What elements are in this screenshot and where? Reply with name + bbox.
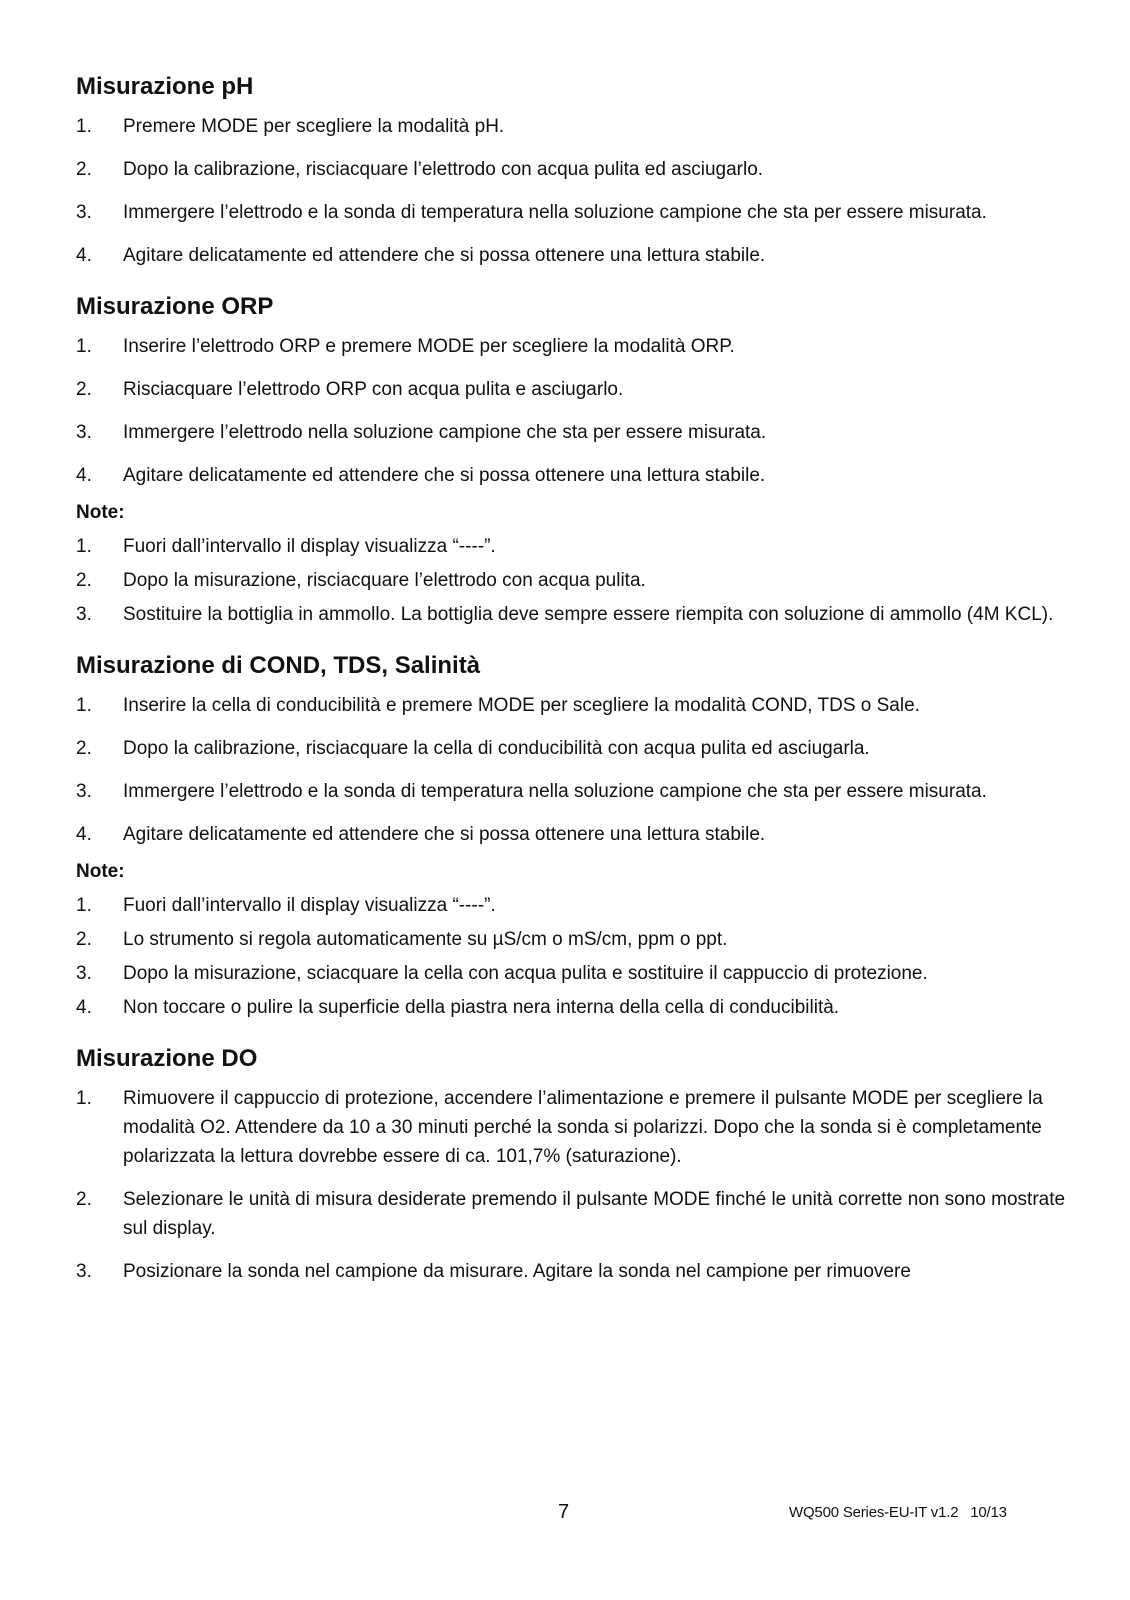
item-number: 2. <box>76 1189 92 1210</box>
item-number: 3. <box>76 1261 92 1282</box>
steps-list <box>76 332 1066 490</box>
item-text: Dopo la calibrazione, risciacquare la cella di conducibilità con acqua pulita ed asciugarla. <box>123 738 870 759</box>
item-number: 2. <box>76 159 92 180</box>
section-title: Misurazione pH <box>76 73 254 100</box>
section-ph <box>76 72 1066 270</box>
notes-heading: Note: <box>76 502 125 523</box>
item-text: Sostituire la bottiglia in ammollo. La bottiglia deve sempre essere riempita con soluzione di ammollo (4M KCL). <box>123 604 1054 625</box>
item-number: 1. <box>76 1088 92 1109</box>
list-item <box>76 566 1066 595</box>
page-footer <box>0 1501 1130 1525</box>
section-title: Misurazione ORP <box>76 293 274 320</box>
item-text: Fuori dall’intervallo il display visualizza “----”. <box>123 895 496 916</box>
list-item <box>76 820 1066 849</box>
list-item <box>76 691 1066 720</box>
item-text: Dopo la misurazione, sciacquare la cella con acqua pulita e sostituire il cappuccio di protezione. <box>123 963 928 984</box>
item-text: Posizionare la sonda nel campione da misurare. Agitare la sonda nel campione per rimuovere <box>123 1261 911 1282</box>
item-number: 3. <box>76 963 92 984</box>
item-number: 1. <box>76 695 92 716</box>
item-text: Agitare delicatamente ed attendere che si possa ottenere una lettura stabile. <box>123 245 766 266</box>
document-version: WQ500 Series-EU-IT v1.2 10/13 <box>789 1504 1007 1521</box>
list-item <box>76 993 1066 1022</box>
item-number: 4. <box>76 824 92 845</box>
section-title: Misurazione DO <box>76 1045 258 1072</box>
item-text: Selezionare le unità di misura desiderate premendo il pulsante MODE finché le unità corrette non sono mostrate sul display. <box>123 1189 1066 1239</box>
item-number: 2. <box>76 738 92 759</box>
item-number: 3. <box>76 422 92 443</box>
notes-heading: Note: <box>76 861 125 882</box>
list-item <box>76 532 1066 561</box>
list-item <box>76 418 1066 447</box>
item-text: Non toccare o pulire la superficie della piastra nera interna della cella di conducibilità. <box>123 997 840 1018</box>
item-text: Dopo la misurazione, risciacquare l’elettrodo con acqua pulita. <box>123 570 646 591</box>
list-item <box>76 1185 1066 1243</box>
item-number: 1. <box>76 336 92 357</box>
list-item <box>76 734 1066 763</box>
section-title: Misurazione di COND, TDS, Salinità <box>76 652 481 679</box>
list-item <box>76 112 1066 141</box>
notes-list <box>76 891 1066 1022</box>
item-number: 2. <box>76 379 92 400</box>
item-text: Agitare delicatamente ed attendere che si possa ottenere una lettura stabile. <box>123 824 766 845</box>
item-text: Risciacquare l’elettrodo ORP con acqua pulita e asciugarlo. <box>123 379 624 400</box>
item-number: 4. <box>76 245 92 266</box>
list-item <box>76 891 1066 920</box>
item-number: 1. <box>76 536 92 557</box>
item-number: 3. <box>76 781 92 802</box>
item-text: Inserire l’elettrodo ORP e premere MODE per scegliere la modalità ORP. <box>123 336 735 357</box>
list-item <box>76 375 1066 404</box>
list-item <box>76 198 1066 227</box>
item-text: Fuori dall’intervallo il display visualizza “----”. <box>123 536 496 557</box>
item-text: Lo strumento si regola automaticamente su µS/cm o mS/cm, ppm o ppt. <box>123 929 728 950</box>
list-item <box>76 155 1066 184</box>
item-text: Immergere l’elettrodo e la sonda di temperatura nella soluzione campione che sta per essere misurata. <box>123 202 987 223</box>
list-item <box>76 461 1066 490</box>
steps-list <box>76 1084 1066 1286</box>
list-item <box>76 959 1066 988</box>
item-text: Premere MODE per scegliere la modalità pH. <box>123 116 505 137</box>
steps-list <box>76 691 1066 849</box>
item-text: Rimuovere il cappuccio di protezione, accendere l’alimentazione e premere il pulsante MODE per scegliere la modalità O2. Attendere da 10 a 30 minuti perché la sonda si polarizzi. Dopo che la sonda si è completamente polarizzata la lettura dovrebbe essere di ca. 101,7% (saturazione). <box>123 1088 1043 1167</box>
item-number: 1. <box>76 116 92 137</box>
item-number: 4. <box>76 465 92 486</box>
item-number: 4. <box>76 997 92 1018</box>
section-orp <box>76 292 1066 629</box>
item-number: 2. <box>76 570 92 591</box>
document-content <box>76 72 1066 1308</box>
list-item <box>76 925 1066 954</box>
item-number: 3. <box>76 604 92 625</box>
list-item <box>76 777 1066 806</box>
list-item <box>76 332 1066 361</box>
item-text: Immergere l’elettrodo nella soluzione campione che sta per essere misurata. <box>123 422 767 443</box>
list-item <box>76 600 1066 629</box>
notes-list <box>76 532 1066 629</box>
item-text: Immergere l’elettrodo e la sonda di temperatura nella soluzione campione che sta per essere misurata. <box>123 781 987 802</box>
list-item <box>76 1084 1066 1171</box>
item-text: Inserire la cella di conducibilità e premere MODE per scegliere la modalità COND, TDS o Sale. <box>123 695 920 716</box>
item-number: 1. <box>76 895 92 916</box>
item-text: Agitare delicatamente ed attendere che si possa ottenere una lettura stabile. <box>123 465 766 486</box>
item-text: Dopo la calibrazione, risciacquare l’elettrodo con acqua pulita ed asciugarlo. <box>123 159 764 180</box>
section-do <box>76 1044 1066 1286</box>
list-item <box>76 1257 1066 1286</box>
item-number: 3. <box>76 202 92 223</box>
section-cond <box>76 651 1066 1022</box>
list-item <box>76 241 1066 270</box>
page-number: 7 <box>558 1501 570 1523</box>
steps-list <box>76 112 1066 270</box>
item-number: 2. <box>76 929 92 950</box>
